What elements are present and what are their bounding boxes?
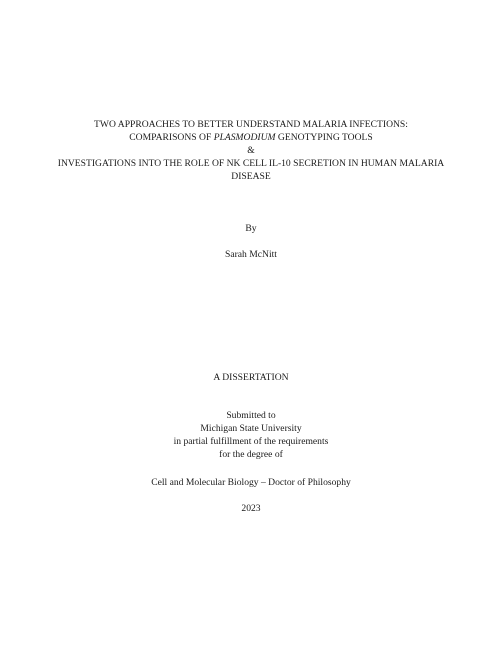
degree-name: Cell and Molecular Biology – Doctor of Philosophy xyxy=(151,477,351,488)
title-line-4: INVESTIGATIONS INTO THE ROLE OF NK CELL IL-10 SECRETION IN HUMAN MALARIA xyxy=(57,158,445,169)
title-line-1: TWO APPROACHES TO BETTER UNDERSTAND MALARIA INFECTIONS: xyxy=(94,119,408,130)
author-name: Sarah McNitt xyxy=(225,249,277,260)
fulfillment-statement: in partial fulfillment of the requirements xyxy=(173,436,329,447)
title-ampersand: & xyxy=(247,145,255,156)
title-line-2-pre: COMPARISONS OF xyxy=(129,132,214,143)
document-type: A DISSERTATION xyxy=(213,372,289,383)
degree-intro: for the degree of xyxy=(219,449,283,460)
year: 2023 xyxy=(241,503,261,514)
title-line-5: DISEASE xyxy=(231,171,271,182)
title-italic-term: PLASMODIUM xyxy=(213,132,276,143)
university-name: Michigan State University xyxy=(200,423,302,434)
title-line-2 xyxy=(0,132,502,144)
title-line-2-post: GENOTYPING TOOLS xyxy=(275,132,373,143)
submitted-to: Submitted to xyxy=(226,410,276,421)
by-label: By xyxy=(245,223,257,234)
